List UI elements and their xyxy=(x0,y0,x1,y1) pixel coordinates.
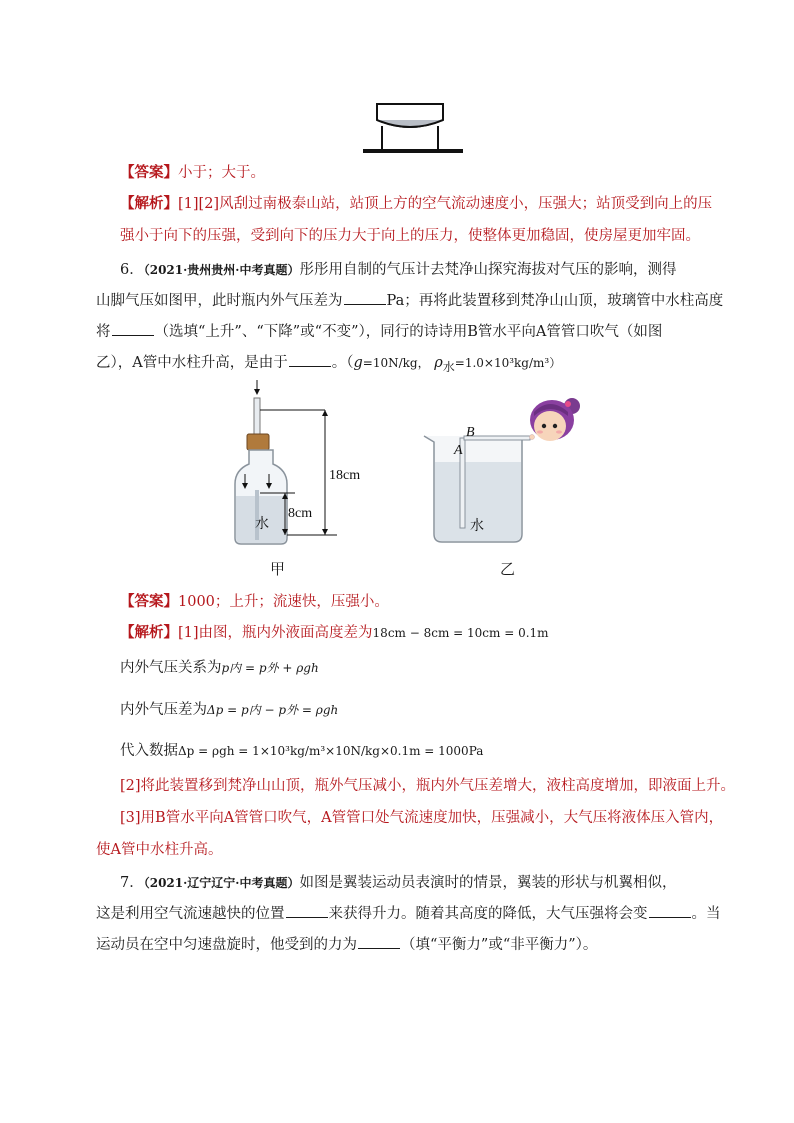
water-label: 水 xyxy=(255,517,269,532)
question-text: 乙），A管中水柱升高，是由于 xyxy=(96,355,288,371)
question-number: 7． xyxy=(120,875,144,891)
equation: Δp = p内 − p外 = ρgh xyxy=(207,703,339,717)
answer-blank[interactable] xyxy=(358,936,400,949)
question-6-line xyxy=(120,259,696,281)
question-text: 山脚气压如图甲，此时瓶内外气压差为 xyxy=(96,293,343,309)
answer-blank[interactable] xyxy=(649,905,691,918)
answer-label: 【答案】 xyxy=(120,164,178,181)
answer-blank[interactable] xyxy=(112,323,154,336)
equation: 18cm − 8cm = 10cm = 0.1m xyxy=(372,626,549,640)
height-total-label: 18cm xyxy=(329,468,361,483)
g-symbol: g xyxy=(353,355,363,371)
question-source: （2021·辽宁辽宁·中考真题） xyxy=(143,876,300,890)
question-text: 来获得升力。随着其高度的降低，大气压强将会变 xyxy=(328,906,648,922)
question-7-line xyxy=(120,872,696,894)
analysis-line xyxy=(120,775,736,797)
question-7-line xyxy=(96,903,721,925)
answer-line xyxy=(120,591,696,613)
analysis-text: 代入数据 xyxy=(120,743,178,759)
question-text: （选填“上升”、“下降”或“不变”），同行的诗诗用B管水平向A管管口吹气（如图 xyxy=(154,324,663,340)
figure-caption-jia: 甲 xyxy=(270,560,286,578)
analysis-text: 强小于向下的压强，受到向下的压力大于向上的压力，使整体更加稳固，使房屋更加牢固。 xyxy=(120,228,700,244)
water-label: 水 xyxy=(470,519,484,534)
answer-label: 【答案】 xyxy=(120,593,178,610)
analysis-text: [2]将此装置移到梵净山山顶，瓶外气压减小，瓶内外气压差增大，液柱高度增加，即液面上升。 xyxy=(120,778,736,794)
answer-blank[interactable] xyxy=(289,354,331,367)
analysis-line xyxy=(120,622,696,644)
figure-caption-yi: 乙 xyxy=(500,560,516,578)
analysis-line xyxy=(120,699,696,721)
tube-a-label: A xyxy=(454,443,463,458)
figure-jia-barometer xyxy=(225,378,365,546)
analysis-text: [1]由图，瓶内外液面高度差为 xyxy=(178,625,373,641)
analysis-text: 使A管中水柱升高。 xyxy=(96,842,223,858)
analysis-text: 内外气压差为 xyxy=(120,702,207,718)
answer-text: 小于；大于。 xyxy=(178,165,265,181)
answer-blank[interactable] xyxy=(344,292,386,305)
question-6-line xyxy=(96,352,696,378)
question-text: 。（ xyxy=(331,355,354,371)
question-text: 彤彤用自制的气压计去梵净山探究海拔对气压的影响，测得 xyxy=(299,262,677,278)
question-text: 如图是翼装运动员表演时的情景，翼装的形状与机翼相似， xyxy=(299,875,677,891)
analysis-label: 【解析】 xyxy=(120,624,178,641)
question-6-line xyxy=(96,290,724,312)
question-text: 将 xyxy=(96,324,111,340)
analysis-text: [1][2]风刮过南极泰山站，站顶上方的空气流动速度小，压强大；站顶受到向上的压 xyxy=(178,196,713,212)
answer-blank[interactable] xyxy=(286,905,328,918)
question-text: Pa；再将此装置移到梵净山山顶，玻璃管中水柱高度 xyxy=(386,293,724,309)
tube-b-label: B xyxy=(466,425,475,440)
question-text: 这是利用空气流速越快的位置 xyxy=(96,906,285,922)
analysis-line xyxy=(120,225,700,247)
analysis-label: 【解析】 xyxy=(120,195,178,212)
bowl-on-stand-diagram xyxy=(355,100,470,158)
rho-symbol: ρ xyxy=(434,355,443,371)
analysis-line xyxy=(120,740,696,762)
equation: Δp = ρgh = 1×10³kg/m³×10N/kg×0.1m = 1000Pa xyxy=(178,744,484,758)
question-text: 。当 xyxy=(691,906,721,922)
height-water-label: 8cm xyxy=(288,506,313,521)
g-value: =10N/kg， xyxy=(362,356,430,370)
question-text: 运动员在空中匀速盘旋时，他受到的力为 xyxy=(96,937,357,953)
answer-text: 1000；上升；流速快，压强小。 xyxy=(178,594,389,610)
question-text: （填“平衡力”或“非平衡力”）。 xyxy=(401,937,598,953)
analysis-text: [3]用B管水平向A管管口吹气，A管管口处气流速度加快，压强减小，大气压将液体压入管内， xyxy=(120,810,724,826)
rho-value: =1.0×10³kg/m³） xyxy=(454,356,562,370)
analysis-line xyxy=(120,807,724,829)
answer-line xyxy=(120,162,696,184)
question-number: 6． xyxy=(120,262,144,278)
equation: p内 = p外 + ρgh xyxy=(221,661,319,675)
girl-head-icon xyxy=(522,392,582,452)
analysis-line xyxy=(120,657,696,679)
analysis-line xyxy=(96,839,696,861)
question-source: （2021·贵州贵州·中考真题） xyxy=(143,263,300,277)
analysis-line xyxy=(120,193,713,215)
analysis-text: 内外气压关系为 xyxy=(120,660,222,676)
rho-subscript: 水 xyxy=(442,359,455,374)
question-6-line xyxy=(96,321,696,343)
question-7-line xyxy=(96,934,696,956)
